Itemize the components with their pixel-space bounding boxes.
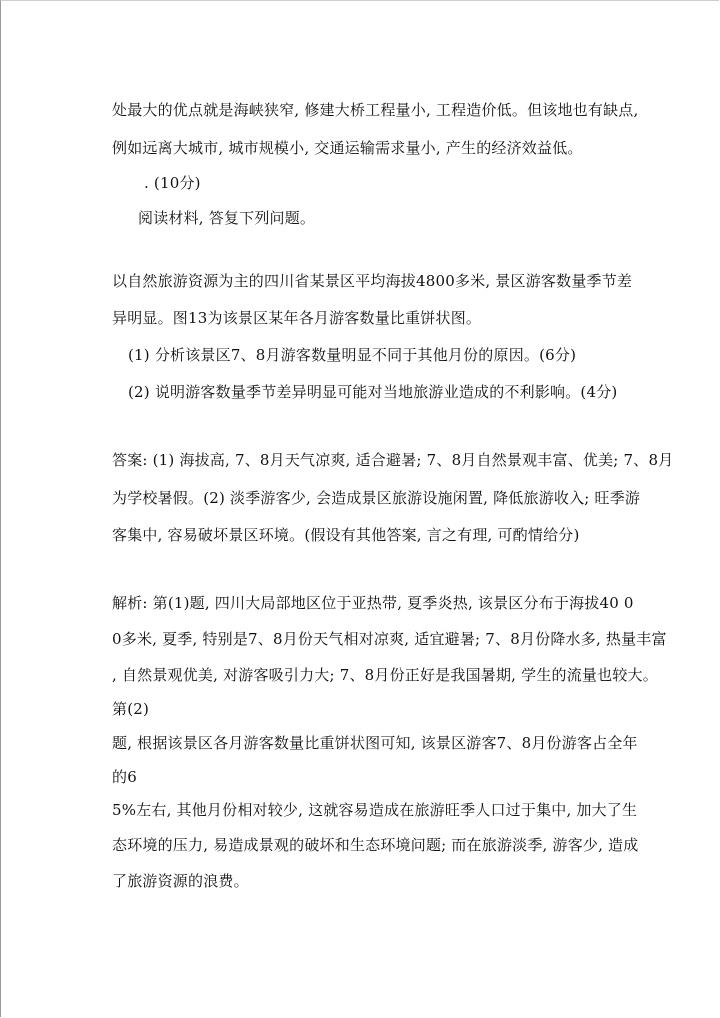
question-1: (1) 分析该景区7、8月游客数量明显不同于其他月份的原因。(6分) [128, 346, 577, 364]
analysis-line-8: 态环境的压力, 易造成景观的破坏和生态环境问题; 而在旅游淡季, 游客少, 造成 [112, 836, 639, 854]
question-2: (2) 说明游客数量季节差异明显可能对当地旅游业造成的不利影响。(4分) [128, 383, 618, 401]
reading-instruction: 阅读材料, 答复下列问题。 [138, 209, 316, 227]
answer-line-2: 为学校暑假。(2) 淡季游客少, 会造成景区旅游设施闲置, 降低旅游收入; 旺季游 [112, 489, 641, 507]
analysis-line-6: 的6 [112, 768, 137, 786]
analysis-line-1: 解析: 第(1)题, 四川大局部地区位于亚热带, 夏季炎热, 该景区分布于海拔40 0 [112, 594, 634, 612]
answer-line-1: 答案: (1) 海拔高, 7、8月天气凉爽, 适合避暑; 7、8月自然景观丰富、优美; 7、8月 [112, 451, 674, 469]
analysis-line-4: 第(2) [112, 700, 150, 718]
analysis-line-9: 了旅游资源的浪费。 [112, 872, 249, 890]
text-line-1: 处最大的优点就是海峡狭窄, 修建大桥工程量小, 工程造价低。但该地也有缺点, [112, 101, 639, 119]
text-line-2: 例如远离大城市, 城市规模小, 交通运输需求量小, 产生的经济效益低。 [112, 139, 583, 157]
analysis-line-7: 5%左右, 其他月份相对较少, 这就容易造成在旅游旺季人口过于集中, 加大了生 [112, 801, 638, 819]
analysis-line-2: 0多米, 夏季, 特别是7、8月份天气相对凉爽, 适宜避暑; 7、8月份降水多, 热量丰富 [112, 630, 667, 648]
material-line-1: 以自然旅游资源为主的四川省某景区平均海拔4800多米, 景区游客数量季节差 [112, 272, 633, 290]
material-line-2: 异明显。图13为该景区某年各月游客数量比重饼状图。 [112, 309, 482, 327]
question-score-line: . (10分) [144, 174, 201, 192]
answer-line-3: 客集中, 容易破坏景区环境。(假设有其他答案, 言之有理, 可酌情给分) [112, 526, 580, 544]
analysis-line-3: , 自然景观优美, 对游客吸引力大; 7、8月份正好是我国暑期, 学生的流量也较大。 [112, 666, 658, 684]
analysis-line-5: 题, 根据该景区各月游客数量比重饼状图可知, 该景区游客7、8月份游客占全年 [112, 734, 638, 752]
